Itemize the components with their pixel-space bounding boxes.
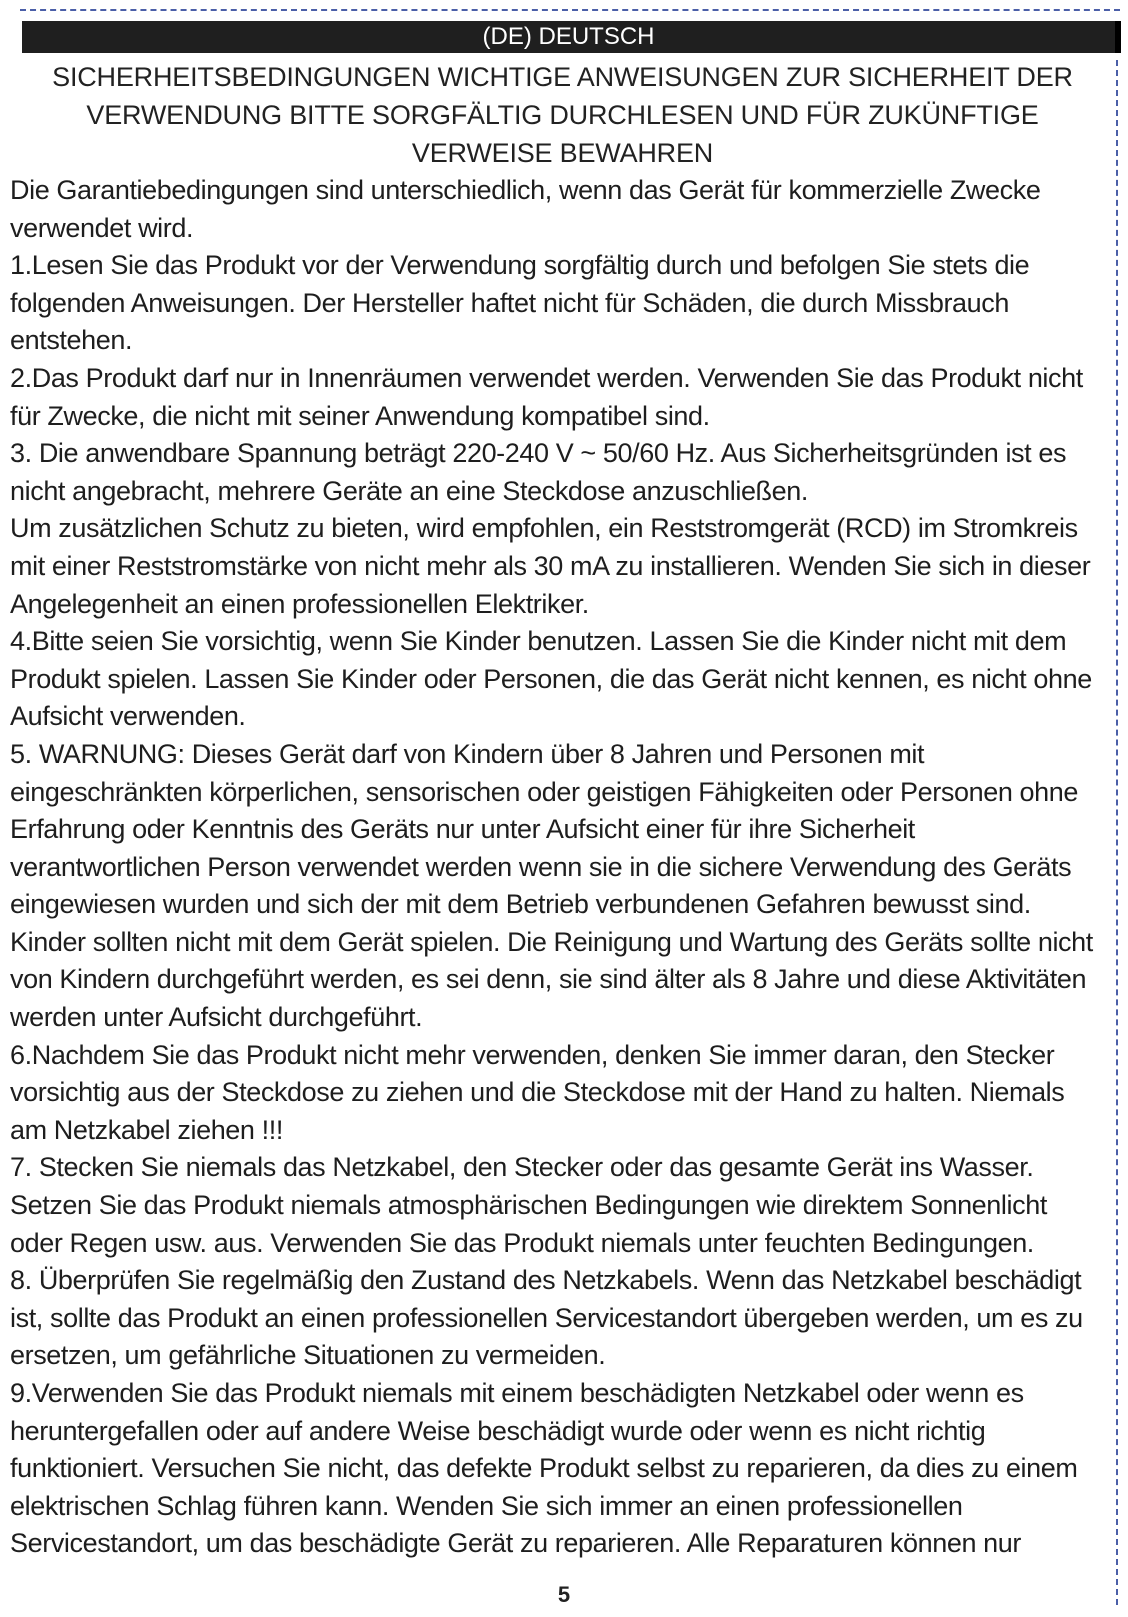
top-dashed-cut-line bbox=[20, 9, 1120, 11]
instruction-2: 2.Das Produkt darf nur in Innenräumen verwendet werden. Verwenden Sie das Produkt nicht für Zwecke, die nicht mit seiner Anwendung kompatibel sind. bbox=[10, 362, 1083, 431]
instruction-4: 4.Bitte seien Sie vorsichtig, wenn Sie Kinder benutzen. Lassen Sie die Kinder nicht mit dem Produkt spielen. Lassen Sie Kinder oder Personen, die das Gerät nicht kennen, es nicht ohne Aufsicht verwenden. bbox=[10, 626, 1092, 732]
instruction-8: 8. Überprüfen Sie regelmäßig den Zustand des Netzkabels. Wenn das Netzkabel beschädigt ist, sollte das Produkt an einen professionellen Servicestandort übergeben werden, um es zu ersetzen, um gefährliche Situationen zu vermeiden. bbox=[10, 1265, 1083, 1371]
safety-title bbox=[20, 58, 1105, 172]
instruction-6: 6.Nachdem Sie das Produkt nicht mehr verwenden, denken Sie immer daran, den Stecker vorsichtig aus der Steckdose zu ziehen und die Steckdose mit der Hand zu halten. Niemals am Netzkabel ziehen !!! bbox=[10, 1039, 1065, 1145]
title-line: VERWENDUNG BITTE SORGFÄLTIG DURCHLESEN UND FÜR ZUKÜNFTIGE bbox=[86, 100, 1039, 130]
instruction-5-warning: 5. WARNUNG: Dieses Gerät darf von Kindern über 8 Jahren und Personen mit eingeschränkten körperlichen, sensorischen oder geistigen Fähigkeiten oder Personen ohne Erfahrung oder Kenntnis des Geräts nur unter Aufsicht einer für ihre Sicherheit verantwortlichen Person verwendet werden wenn sie in die sichere Verwendung des Geräts eingewiesen wurden und sich der mit dem Betrieb verbundenen Gefahren bewusst sind. Kinder sollten nicht mit dem Gerät spielen. Die Reinigung und Wartung des Geräts sollte nicht von Kindern durchgeführt werden, es sei denn, sie sind älter als 8 Jahre und diese Aktivitäten werden unter Aufsicht durchgeführt. bbox=[10, 738, 1093, 1033]
instructions-body bbox=[10, 172, 1105, 1563]
warranty-note: Die Garantiebedingungen sind unterschiedlich, wenn das Gerät für kommerzielle Zwecke verwendet wird. bbox=[10, 175, 1041, 243]
instruction-7: 7. Stecken Sie niemals das Netzkabel, den Stecker oder das gesamte Gerät ins Wasser. Setzen Sie das Produkt niemals atmosphärischen Bedingungen wie direktem Sonnenlicht oder Regen usw. aus. Verwenden Sie das Produkt niemals unter feuchten Bedingungen. bbox=[10, 1152, 1047, 1258]
rcd-note: Um zusätzlichen Schutz zu bieten, wird empfohlen, ein Reststromgerät (RCD) im Stromkreis mit einer Reststromstärke von nicht mehr als 30 mA zu installieren. Wenden Sie sich in dieser Angelegenheit an einen professionellen Elektriker. bbox=[10, 513, 1091, 619]
title-line: VERWEISE BEWAHREN bbox=[411, 138, 714, 168]
language-header-bar: (DE) DEUTSCH bbox=[22, 21, 1121, 53]
instruction-9: 9.Verwenden Sie das Produkt niemals mit einem beschädigten Netzkabel oder wenn es heruntergefallen oder auf andere Weise beschädigt wurde oder wenn es nicht richtig funktioniert. Versuchen Sie nicht, das defekte Produkt selbst zu reparieren, da dies zu einem elektrischen Schlag führen kann. Wenden Sie sich immer an einen professionellen Servicestandort, um das beschädigte Gerät zu reparieren. Alle Reparaturen können nur bbox=[10, 1378, 1078, 1559]
instruction-3: 3. Die anwendbare Spannung beträgt 220-240 V ~ 50/60 Hz. Aus Sicherheitsgründen ist es nicht angebracht, mehrere Geräte an eine Steckdose anzuschließen. bbox=[10, 438, 1067, 506]
right-dashed-cut-line bbox=[1116, 60, 1118, 1605]
title-line: SICHERHEITSBEDINGUNGEN WICHTIGE ANWEISUNGEN ZUR SICHERHEIT DER bbox=[52, 62, 1073, 92]
page-number: 5 bbox=[557, 1582, 571, 1607]
instruction-1: 1.Lesen Sie das Produkt vor der Verwendung sorgfältig durch und befolgen Sie stets die folgenden Anweisungen. Der Hersteller haftet nicht für Schäden, die durch Missbrauch entstehen. bbox=[10, 250, 1030, 356]
